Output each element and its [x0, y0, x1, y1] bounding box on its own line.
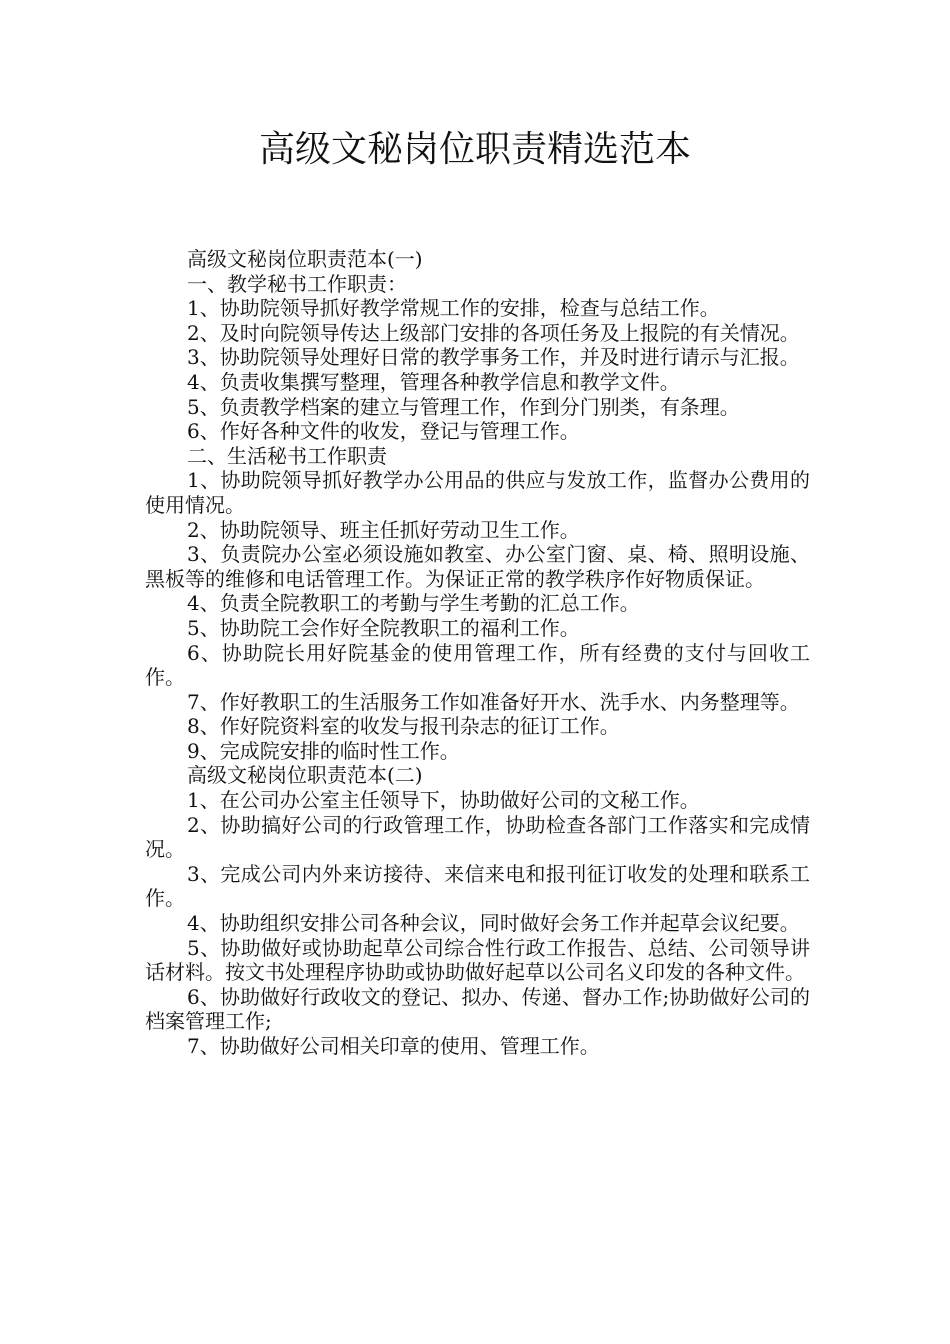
subsection-heading: 二、生活秘书工作职责 — [187, 443, 387, 468]
list-item: 2、协助搞好公司的行政管理工作，协助检查各部门工作落实和完成情况。 — [145, 812, 810, 862]
list-item: 4、负责全院教职工的考勤与学生考勤的汇总工作。 — [187, 591, 640, 616]
list-item: 3、完成公司内外来访接待、来信来电和报刊征订收发的处理和联系工作。 — [145, 861, 810, 911]
list-item: 6、协助做好行政收文的登记、拟办、传递、督办工作;协助做好公司的档案管理工作; — [145, 984, 810, 1034]
list-item: 7、协助做好公司相关印章的使用、管理工作。 — [187, 1034, 600, 1058]
list-item: 4、负责收集撰写整理，管理各种教学信息和教学文件。 — [187, 369, 680, 394]
list-item: 5、负责教学档案的建立与管理工作，作到分门别类，有条理。 — [187, 394, 740, 419]
list-item: 1、协助院领导抓好教学常规工作的安排，检查与总结工作。 — [187, 296, 720, 321]
list-item: 3、协助院领导处理好日常的教学事务工作，并及时进行请示与汇报。 — [187, 345, 800, 370]
section-heading: 高级文秘岗位职责范本(二) — [187, 763, 423, 788]
list-item: 2、协助院领导、班主任抓好劳动卫生工作。 — [187, 517, 580, 542]
list-item: 7、作好教职工的生活服务工作如准备好开水、洗手水、内务整理等。 — [187, 689, 800, 714]
list-item: 6、协助院长用好院基金的使用管理工作，所有经费的支付与回收工作。 — [145, 640, 810, 690]
section-heading: 高级文秘岗位职责范本(一) — [187, 247, 423, 271]
list-item: 8、作好院资料室的收发与报刊杂志的征订工作。 — [187, 714, 620, 739]
list-item: 5、协助院工会作好全院教职工的福利工作。 — [187, 615, 580, 640]
list-item: 5、协助做好或协助起草公司综合性行政工作报告、总结、公司领导讲话材料。按文书处理程序协助或协助做好起草以公司名义印发的各种文件。 — [145, 935, 810, 985]
document-title: 高级文秘岗位职责精选范本 — [258, 129, 691, 170]
list-item: 6、作好各种文件的收发，登记与管理工作。 — [187, 419, 580, 444]
list-item: 4、协助组织安排公司各种会议，同时做好会务工作并起草会议纪要。 — [187, 911, 800, 936]
document-body — [145, 247, 810, 1059]
list-item: 1、在公司办公室主任领导下，协助做好公司的文秘工作。 — [187, 788, 700, 813]
subsection-heading: 一、教学秘书工作职责： — [187, 271, 407, 296]
list-item: 1、协助院领导抓好教学办公用品的供应与发放工作，监督办公费用的使用情况。 — [145, 468, 810, 517]
list-item: 2、及时向院领导传达上级部门安排的各项任务及上报院的有关情况。 — [187, 320, 800, 345]
list-item: 3、负责院办公室必须设施如教室、办公室门窗、桌、椅、照明设施、黑板等的维修和电话管理工作。为保证正常的教学秩序作好物质保证。 — [145, 542, 810, 591]
list-item: 9、完成院安排的临时性工作。 — [187, 738, 460, 763]
